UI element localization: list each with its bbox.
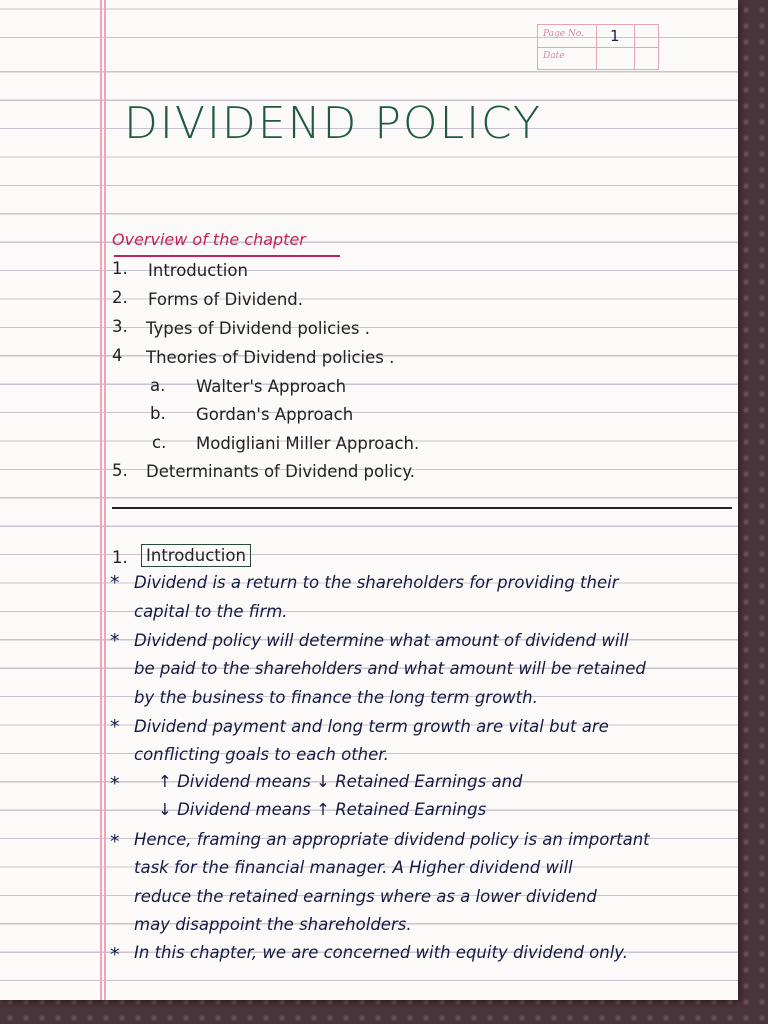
- intro-line: task for the financial manager. A Higher dividend will: [134, 858, 573, 877]
- intro-heading: Introduction: [141, 544, 251, 567]
- intro-line: Dividend payment and long term growth are vital but are: [134, 717, 609, 736]
- list-item: Determinants of Dividend policy.: [146, 462, 416, 481]
- intro-line: ↑ Dividend means ↓ Retained Earnings and: [158, 772, 523, 791]
- bullet-star: *: [110, 630, 120, 652]
- intro-num: 1.: [112, 548, 128, 567]
- intro-line: In this chapter, we are concerned with equity dividend only.: [134, 943, 629, 962]
- list-num: 2.: [112, 288, 128, 307]
- list-item: Modigliani Miller Approach.: [196, 434, 420, 453]
- list-num: 3.: [112, 317, 128, 336]
- bullet-star: *: [110, 944, 120, 966]
- box-divider: [634, 25, 635, 69]
- list-item: Gordan's Approach: [196, 405, 354, 424]
- intro-line: Dividend is a return to the shareholders for providing their: [134, 573, 619, 592]
- list-num: c.: [152, 433, 167, 452]
- list-num: a.: [150, 376, 166, 395]
- page-title: DIVIDEND POLICY: [124, 98, 542, 149]
- list-num: 1.: [112, 259, 128, 278]
- intro-line: capital to the firm.: [134, 602, 288, 621]
- page-label: Page No.: [543, 29, 584, 39]
- bullet-star: *: [110, 773, 120, 795]
- list-num: b.: [150, 404, 166, 423]
- box-divider: [596, 25, 597, 69]
- date-row: [538, 47, 658, 69]
- list-num: 5.: [112, 461, 128, 480]
- page-number: 1: [610, 27, 620, 45]
- date-label: Date: [543, 51, 565, 61]
- margin-line: [104, 0, 106, 1000]
- overview-heading: Overview of the chapter: [112, 230, 306, 249]
- list-item: Theories of Dividend policies .: [146, 348, 395, 367]
- intro-line: reduce the retained earnings where as a lower dividend: [134, 887, 597, 906]
- intro-line: Dividend policy will determine what amount of dividend will: [134, 631, 629, 650]
- bullet-star: *: [110, 716, 120, 738]
- heading-underline: [114, 255, 340, 257]
- list-num: 4: [112, 346, 123, 365]
- list-item: Forms of Dividend.: [148, 290, 303, 309]
- intro-line: conflicting goals to each other.: [134, 745, 389, 764]
- intro-line: be paid to the shareholders and what amount will be retained: [134, 659, 646, 678]
- intro-line: by the business to finance the long term growth.: [134, 688, 538, 707]
- page-row: [538, 25, 658, 48]
- list-item: Walter's Approach: [196, 377, 347, 396]
- list-item: Types of Dividend policies .: [146, 319, 370, 338]
- intro-line: ↓ Dividend means ↑ Retained Earnings: [158, 800, 487, 819]
- section-rule: [112, 507, 732, 509]
- list-item: Introduction: [148, 261, 248, 280]
- page-date-box: [537, 24, 659, 70]
- margin-line: [100, 0, 102, 1000]
- intro-line: Hence, framing an appropriate dividend policy is an important: [134, 830, 650, 849]
- bullet-star: *: [110, 831, 120, 853]
- bullet-star: *: [110, 572, 120, 594]
- intro-line: may disappoint the shareholders.: [134, 915, 412, 934]
